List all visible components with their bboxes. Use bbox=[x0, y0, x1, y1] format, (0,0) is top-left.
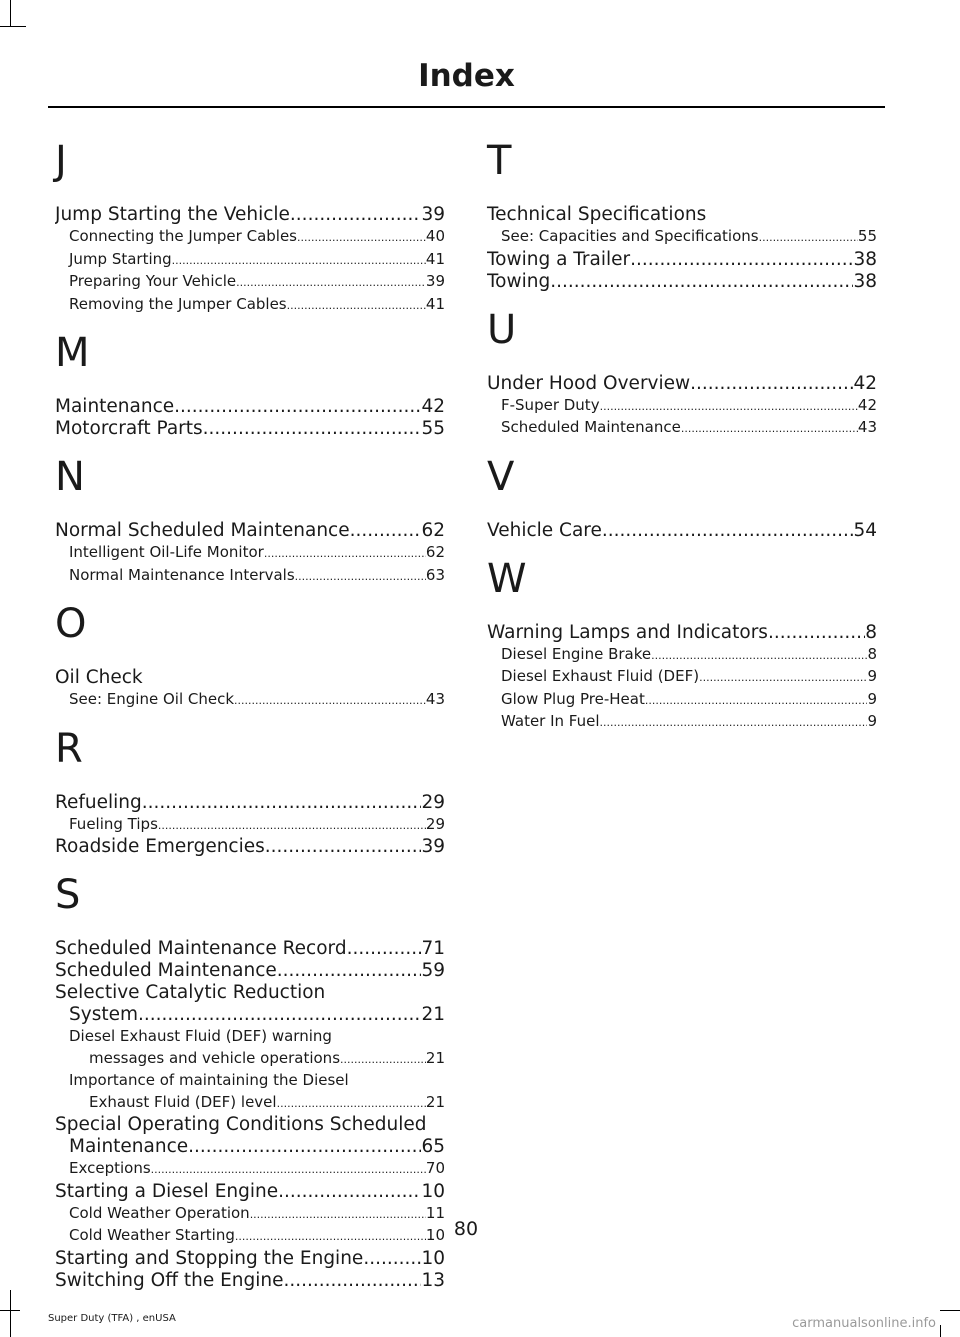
entry-text: Maintenance bbox=[55, 396, 175, 417]
index-entry-maintenance[interactable] bbox=[55, 1136, 445, 1158]
index-entry-jump-starting[interactable] bbox=[55, 249, 445, 272]
crop-mark bbox=[0, 26, 26, 27]
index-section-w bbox=[487, 556, 877, 734]
entry-text: System bbox=[69, 1004, 138, 1025]
index-entry-intelligent-oil-life-monitor[interactable] bbox=[55, 542, 445, 565]
entry-text: Scheduled Maintenance bbox=[501, 418, 681, 436]
section-letter: U bbox=[487, 306, 517, 353]
dot-leader bbox=[138, 1004, 421, 1026]
index-section-o bbox=[55, 601, 445, 712]
entry-text: Diesel Exhaust Fluid (DEF) bbox=[501, 667, 700, 685]
section-letter: T bbox=[487, 138, 512, 184]
entry-page-number[interactable]: 38 bbox=[853, 270, 877, 292]
dot-leader bbox=[600, 711, 868, 734]
page-number: 80 bbox=[453, 1218, 479, 1240]
entry-text: Under Hood Overview bbox=[487, 372, 691, 394]
entry-page-number[interactable]: 63 bbox=[425, 565, 445, 584]
entry-text: Warning Lamps and Indicators bbox=[487, 621, 768, 643]
entry-page-number[interactable]: 59 bbox=[421, 960, 445, 981]
dot-leader bbox=[690, 373, 853, 395]
entry-page-number[interactable]: 39 bbox=[421, 836, 445, 857]
entry-page-number[interactable]: 13 bbox=[421, 1269, 445, 1291]
index-entry-diesel-exhaust-fluid-def-warning bbox=[55, 1026, 445, 1048]
dot-leader bbox=[203, 418, 422, 440]
entry-page-number[interactable]: 29 bbox=[425, 814, 445, 833]
entry-text: Starting a Diesel Engine bbox=[55, 1180, 279, 1202]
entry-text: Special Operating Conditions Scheduled bbox=[55, 1114, 427, 1135]
index-entry-exceptions[interactable] bbox=[55, 1158, 445, 1181]
dot-leader bbox=[699, 666, 867, 689]
index-section-m bbox=[55, 330, 445, 440]
entry-text: Jump Starting the Vehicle bbox=[55, 204, 290, 225]
index-entry-starting-and-stopping-the-engine[interactable] bbox=[55, 1248, 445, 1270]
entry-text: Diesel Engine Brake bbox=[501, 644, 652, 663]
entry-text: Diesel Exhaust Fluid (DEF) warning bbox=[69, 1027, 332, 1045]
entry-page-number[interactable]: 21 bbox=[421, 1004, 445, 1025]
entry-page-number[interactable]: 41 bbox=[425, 294, 445, 313]
entry-text: Glow Plug Pre-Heat bbox=[501, 689, 645, 708]
dot-leader bbox=[651, 644, 867, 667]
dot-leader bbox=[630, 249, 853, 271]
index-entry-preparing-your-vehicle[interactable] bbox=[55, 271, 445, 294]
entry-page-number[interactable]: 38 bbox=[853, 248, 877, 270]
dot-leader bbox=[759, 226, 858, 249]
section-letter: S bbox=[55, 872, 81, 918]
section-letter: N bbox=[55, 454, 85, 500]
dot-leader bbox=[265, 836, 422, 858]
index-column-left bbox=[55, 138, 445, 1306]
entry-page-number[interactable]: 43 bbox=[425, 690, 445, 708]
dot-leader bbox=[681, 417, 858, 440]
index-entry-normal-scheduled-maintenance[interactable] bbox=[55, 520, 445, 542]
dot-leader bbox=[645, 689, 868, 712]
entry-text: Towing bbox=[487, 270, 551, 292]
dot-leader bbox=[297, 226, 426, 249]
entry-text: Cold Weather Operation bbox=[69, 1203, 250, 1222]
entry-page-number[interactable]: 62 bbox=[421, 520, 445, 541]
index-entry-roadside-emergencies[interactable] bbox=[55, 836, 445, 858]
index-entry-fueling-tips[interactable] bbox=[55, 814, 445, 837]
index-entry-switching-off-the-engine[interactable] bbox=[55, 1270, 445, 1292]
entry-text: Vehicle Care bbox=[487, 519, 602, 541]
entry-text: Intelligent Oil-Life Monitor bbox=[69, 543, 264, 561]
entry-page-number[interactable]: 9 bbox=[867, 712, 877, 730]
dot-leader bbox=[768, 622, 865, 644]
dot-leader bbox=[236, 271, 426, 294]
dot-leader bbox=[363, 1248, 421, 1270]
dot-leader bbox=[277, 960, 422, 982]
entry-text: See: Capacities and Specifications bbox=[501, 227, 759, 245]
index-entry-scheduled-maintenance-record[interactable] bbox=[55, 938, 445, 960]
dot-leader bbox=[142, 792, 422, 814]
dot-leader bbox=[234, 689, 426, 712]
index-entry-selective-catalytic-reduction bbox=[55, 982, 445, 1004]
dot-leader bbox=[278, 1181, 421, 1203]
index-entry-glow-plug-pre-heat[interactable] bbox=[487, 689, 877, 712]
entry-page-number[interactable]: 65 bbox=[421, 1136, 445, 1157]
entry-text: Towing a Trailer bbox=[487, 248, 631, 270]
index-entry-vehicle-care[interactable] bbox=[487, 520, 877, 542]
dot-leader bbox=[151, 1158, 426, 1181]
dot-leader bbox=[172, 249, 426, 272]
index-entry-warning-lamps-and-indicators[interactable] bbox=[487, 622, 877, 644]
entry-text: Oil Check bbox=[55, 667, 143, 688]
dot-leader bbox=[290, 204, 422, 226]
index-entry-special-operating-conditions-scheduled bbox=[55, 1114, 445, 1136]
index-entry-diesel-engine-brake[interactable] bbox=[487, 644, 877, 667]
index-entry-see-capacities-and-specifications[interactable] bbox=[487, 226, 877, 249]
entry-page-number[interactable]: 21 bbox=[425, 1048, 445, 1067]
header-rule bbox=[48, 106, 885, 108]
entry-text: Water In Fuel bbox=[501, 712, 600, 730]
entry-page-number[interactable]: 40 bbox=[425, 227, 445, 245]
index-entry-towing-a-trailer[interactable] bbox=[487, 249, 877, 271]
entry-page-number[interactable]: 42 bbox=[853, 372, 877, 394]
index-entry-water-in-fuel[interactable] bbox=[487, 711, 877, 734]
index-entry-under-hood-overview[interactable] bbox=[487, 373, 877, 395]
entry-page-number[interactable]: 70 bbox=[425, 1159, 445, 1177]
entry-page-number[interactable]: 9 bbox=[867, 689, 877, 708]
entry-page-number[interactable]: 21 bbox=[425, 1092, 445, 1111]
entry-text: F-Super Duty bbox=[501, 395, 600, 414]
entry-page-number[interactable]: 39 bbox=[425, 272, 445, 290]
section-letter: W bbox=[487, 555, 527, 602]
dot-leader bbox=[277, 1092, 426, 1115]
entry-page-number[interactable]: 42 bbox=[857, 395, 877, 414]
entry-text: Exceptions bbox=[69, 1159, 151, 1177]
index-column-right bbox=[487, 138, 877, 748]
dot-leader bbox=[287, 294, 426, 317]
entry-text: Cold Weather Starting bbox=[69, 1226, 235, 1244]
entry-page-number[interactable]: 29 bbox=[421, 791, 445, 813]
index-section-t bbox=[487, 138, 877, 293]
dot-leader bbox=[602, 520, 854, 542]
dot-leader bbox=[350, 520, 422, 542]
section-letter: J bbox=[55, 138, 67, 184]
entry-text: Motorcraft Parts bbox=[55, 418, 203, 439]
dot-leader bbox=[174, 396, 421, 418]
entry-page-number[interactable]: 10 bbox=[425, 1226, 445, 1244]
entry-page-number[interactable]: 10 bbox=[421, 1247, 445, 1269]
entry-text: Starting and Stopping the Engine bbox=[55, 1247, 364, 1269]
entry-page-number[interactable]: 9 bbox=[867, 667, 877, 685]
entry-text: Jump Starting bbox=[69, 249, 172, 268]
index-entry-jump-starting-the-vehicle[interactable] bbox=[55, 204, 445, 226]
dot-leader bbox=[264, 542, 426, 565]
index-entry-towing[interactable] bbox=[487, 271, 877, 293]
section-letter: R bbox=[55, 725, 83, 772]
dot-leader bbox=[158, 814, 426, 837]
entry-text: Technical Specifications bbox=[487, 204, 707, 225]
index-section-v bbox=[487, 454, 877, 542]
crop-mark bbox=[940, 1325, 941, 1337]
document-id: Super Duty (TFA) , enUSA bbox=[48, 1313, 176, 1324]
page-header bbox=[48, 58, 885, 94]
entry-text: Scheduled Maintenance bbox=[55, 960, 277, 981]
entry-page-number[interactable]: 8 bbox=[865, 621, 877, 643]
index-entry-maintenance[interactable] bbox=[55, 396, 445, 418]
entry-text: Scheduled Maintenance Record bbox=[55, 938, 347, 959]
dot-leader bbox=[295, 565, 426, 588]
entry-page-number[interactable]: 10 bbox=[421, 1180, 445, 1202]
page-title: Index bbox=[418, 58, 515, 94]
index-entry-normal-maintenance-intervals[interactable] bbox=[55, 565, 445, 588]
index-entry-motorcraft-parts[interactable] bbox=[55, 418, 445, 440]
index-section-j bbox=[55, 138, 445, 316]
index-entry-removing-the-jumper-cables[interactable] bbox=[55, 294, 445, 317]
index-entry-diesel-exhaust-fluid-def[interactable] bbox=[487, 666, 877, 689]
index-entry-see-engine-oil-check[interactable] bbox=[55, 689, 445, 712]
entry-text: See: Engine Oil Check bbox=[69, 690, 235, 708]
entry-text: Connecting the Jumper Cables bbox=[69, 227, 297, 245]
entry-page-number[interactable]: 54 bbox=[853, 519, 877, 541]
entry-text: Normal Scheduled Maintenance bbox=[55, 520, 350, 541]
entry-text: Normal Maintenance Intervals bbox=[69, 565, 295, 584]
entry-text: messages and vehicle operations bbox=[89, 1048, 341, 1067]
index-section-n bbox=[55, 454, 445, 587]
section-letter: V bbox=[487, 453, 515, 500]
entry-page-number[interactable]: 8 bbox=[867, 644, 877, 663]
entry-page-number[interactable]: 39 bbox=[421, 204, 445, 225]
entry-page-number[interactable]: 43 bbox=[857, 418, 877, 436]
entry-text: Roadside Emergencies bbox=[55, 836, 265, 857]
index-entry-system[interactable] bbox=[55, 1004, 445, 1026]
crop-mark bbox=[940, 1310, 960, 1311]
dot-leader bbox=[600, 395, 858, 418]
entry-page-number[interactable]: 62 bbox=[425, 543, 445, 561]
entry-text: Switching Off the Engine bbox=[55, 1269, 284, 1291]
dot-leader bbox=[550, 271, 853, 293]
entry-page-number[interactable]: 11 bbox=[425, 1203, 445, 1222]
index-section-u bbox=[487, 307, 877, 440]
section-letter: M bbox=[55, 330, 90, 376]
entry-text: Fueling Tips bbox=[69, 814, 158, 833]
index-entry-starting-a-diesel-engine[interactable] bbox=[55, 1181, 445, 1203]
entry-text: Exhaust Fluid (DEF) level bbox=[89, 1092, 277, 1111]
entry-text: Removing the Jumper Cables bbox=[69, 294, 287, 313]
index-entry-scheduled-maintenance[interactable] bbox=[487, 417, 877, 440]
index-entry-importance-of-maintaining-the-diesel bbox=[55, 1070, 445, 1092]
entry-page-number[interactable]: 71 bbox=[421, 938, 445, 959]
entry-text: Refueling bbox=[55, 791, 142, 813]
dot-leader bbox=[347, 938, 422, 960]
dot-leader bbox=[284, 1270, 422, 1292]
index-entry-f-super-duty[interactable] bbox=[487, 395, 877, 418]
index-entry-messages-and-vehicle-operations[interactable] bbox=[55, 1048, 445, 1071]
index-entry-scheduled-maintenance[interactable] bbox=[55, 960, 445, 982]
index-section-r bbox=[55, 726, 445, 859]
entry-text: Importance of maintaining the Diesel bbox=[69, 1071, 349, 1089]
entry-text: Maintenance bbox=[69, 1136, 189, 1157]
dot-leader bbox=[188, 1136, 421, 1158]
index-entry-technical-specifications bbox=[487, 204, 877, 226]
crop-mark bbox=[10, 1290, 11, 1337]
section-letter: O bbox=[55, 601, 87, 647]
entry-text: Preparing Your Vehicle bbox=[69, 272, 237, 290]
index-entry-refueling[interactable] bbox=[55, 792, 445, 814]
entry-text: Selective Catalytic Reduction bbox=[55, 982, 326, 1003]
entry-page-number[interactable]: 55 bbox=[421, 418, 445, 439]
entry-page-number[interactable]: 42 bbox=[421, 396, 445, 417]
crop-mark bbox=[10, 0, 11, 26]
watermark: carmanualsonline.info bbox=[792, 1316, 936, 1331]
index-entry-connecting-the-jumper-cables[interactable] bbox=[55, 226, 445, 249]
dot-leader bbox=[340, 1048, 426, 1071]
entry-page-number[interactable]: 41 bbox=[425, 249, 445, 268]
entry-page-number[interactable]: 55 bbox=[857, 227, 877, 245]
index-entry-oil-check bbox=[55, 667, 445, 689]
index-entry-exhaust-fluid-def-level[interactable] bbox=[55, 1092, 445, 1115]
